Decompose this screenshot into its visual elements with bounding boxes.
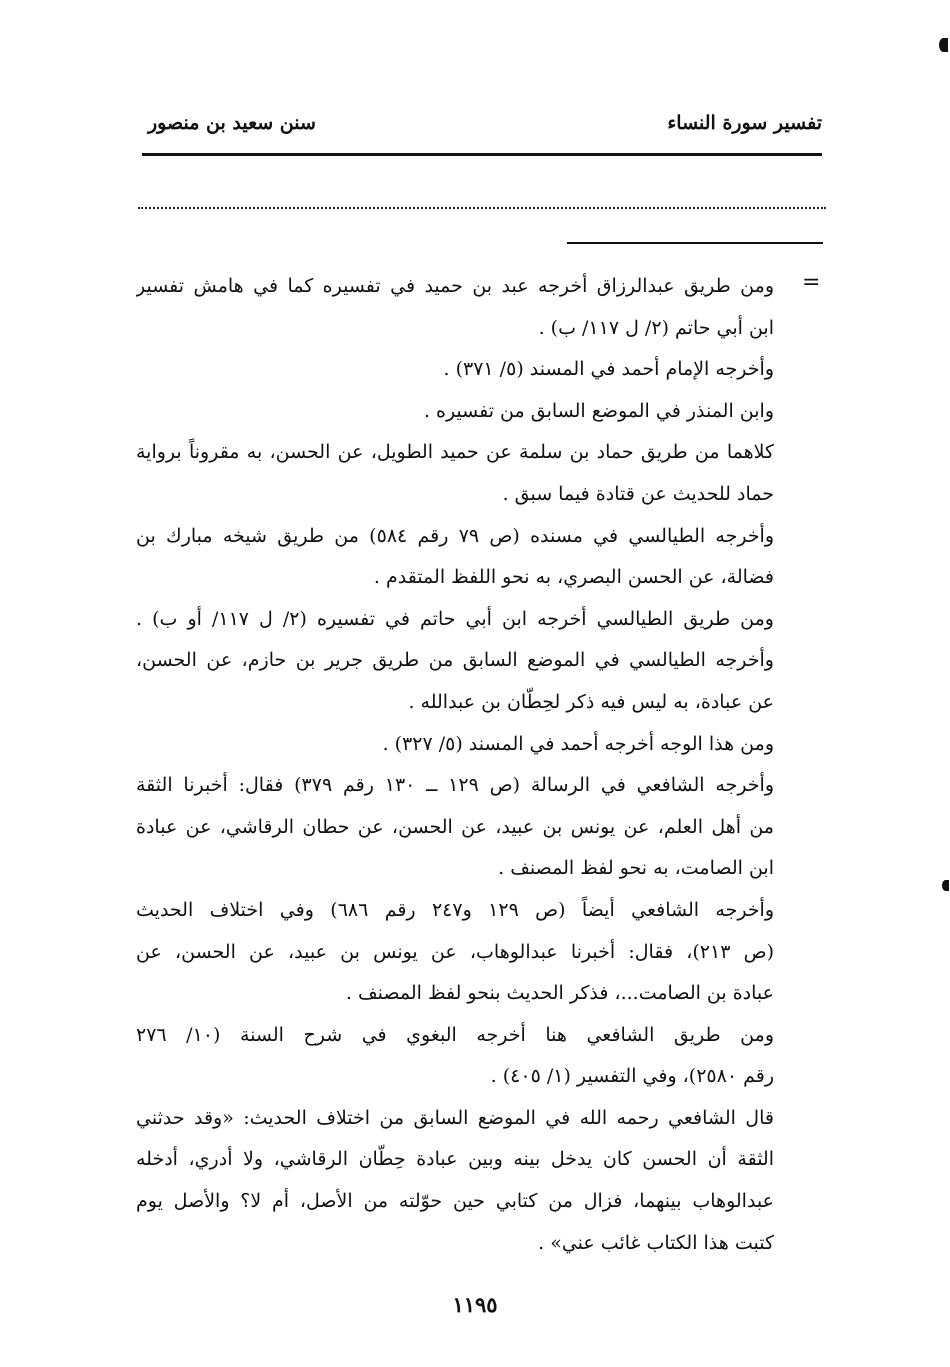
header-rule	[142, 153, 822, 156]
page-edge-mark	[942, 880, 949, 891]
text-line: عبادة بن الصامت...، فذكر الحديث بنحو لفظ المصنف .	[345, 982, 774, 1005]
running-header	[140, 112, 822, 142]
text-line: عبدالوهاب بينهما، فزال من كتابي حين حوّلته من الأصل، أم لا؟ والأصل يوم	[136, 1190, 774, 1213]
footnote-rule	[567, 242, 823, 244]
text-line: قال الشافعي رحمه الله في الموضع السابق من اختلاف الحديث: «وقد حدثني	[136, 1106, 774, 1129]
page-number: ١١٩٥	[452, 1292, 498, 1317]
text-line: فضالة، عن الحسن البصري، به نحو اللفظ المتقدم .	[373, 566, 774, 589]
text-line: الثقة أن الحسن كان يدخل بينه وبين عبادة حِطّان الرقاشي، ولا أدري، أدخله	[136, 1148, 774, 1171]
text-line: كلاهما من طريق حماد بن سلمة عن حميد الطويل، عن الحسن، به مقروناً برواية	[136, 441, 774, 464]
text-line: ابن الصامت، به نحو لفظ المصنف .	[498, 857, 774, 880]
text-line: وأخرجه الشافعي في الرسالة (ص ١٢٩ ــ ١٣٠ رقم ٣٧٩) فقال: أخبرنا الثقة	[136, 774, 774, 797]
text-line: ومن هذا الوجه أخرجه أحمد في المسند (٥/ ٣٢٧) .	[382, 732, 774, 755]
text-line: وأخرجه الطيالسي في الموضع السابق من طريق جرير بن حازم، عن الحسن،	[136, 649, 774, 672]
page-edge-mark	[939, 38, 948, 52]
text-line: (ص ٢١٣)، فقال: أخبرنا عبدالوهاب، عن يونس بن عبيد، عن الحسن، عن	[136, 940, 774, 963]
text-line: وأخرجه الطيالسي في مسنده (ص ٧٩ رقم ٥٨٤) من طريق شيخه مبارك بن	[136, 524, 774, 547]
text-line: رقم ٢٥٨٠)، وفي التفسير (١/ ٤٠٥) .	[490, 1065, 774, 1088]
text-line: ابن أبي حاتم (٢/ ل ١١٧/ ب) .	[538, 316, 774, 339]
dotted-separator	[138, 207, 826, 209]
chapter-title: تفسير سورة النساء	[667, 112, 822, 134]
text-line: حماد للحديث عن قتادة فيما سبق .	[502, 482, 774, 505]
book-title: سنن سعيد بن منصور	[148, 112, 316, 134]
text-line: وابن المنذر في الموضع السابق من تفسيره .	[423, 399, 774, 422]
text-line: وأخرجه الشافعي أيضاً (ص ١٢٩ و٢٤٧ رقم ٦٨٦) وفي اختلاف الحديث	[136, 898, 774, 921]
footnote-body	[136, 266, 774, 1264]
text-line: ومن طريق الطيالسي أخرجه ابن أبي حاتم في تفسيره (٢/ ل ١١٧/ أو ب) .	[136, 607, 774, 630]
continuation-mark: =	[802, 270, 821, 295]
text-line: ومن طريق عبدالرزاق أخرجه عبد بن حميد في تفسيره كما في هامش تفسير	[136, 275, 774, 297]
text-line: وأخرجه الإمام أحمد في المسند (٥/ ٣٧١) .	[443, 358, 774, 381]
text-line: عن عبادة، به ليس فيه ذكر لحِطّان بن عبدالله .	[408, 690, 774, 713]
text-line: كتبت هذا الكتاب غائب عني» .	[538, 1231, 774, 1254]
text-line: ومن طريق الشافعي هنا أخرجه البغوي في شرح السنة (١٠/ ٢٧٦	[136, 1023, 774, 1046]
text-line: من أهل العلم، عن يونس بن عبيد، عن الحسن، عن حطان الرقاشي، عن عبادة	[136, 815, 774, 838]
